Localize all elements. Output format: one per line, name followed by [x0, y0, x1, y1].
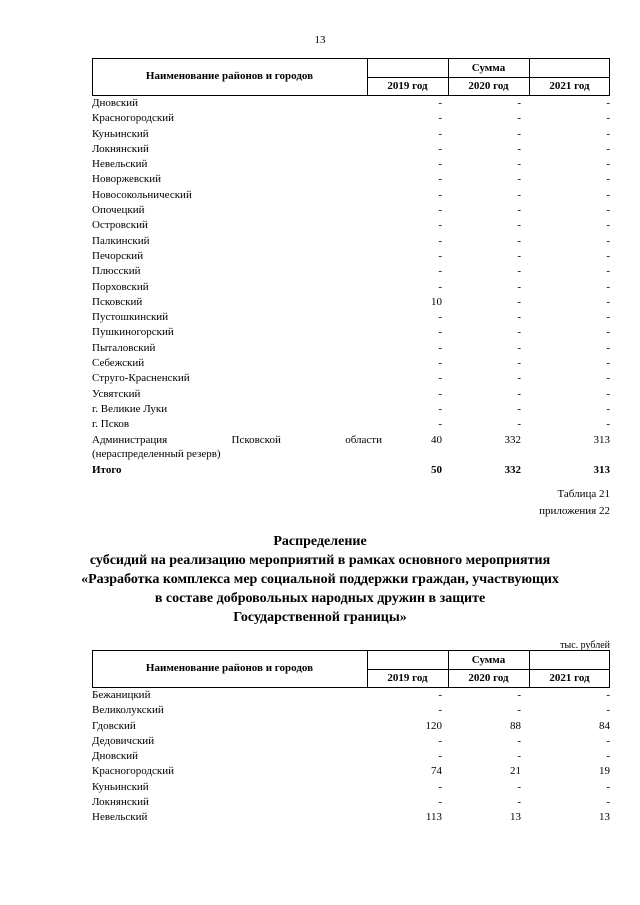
value-2019: -	[438, 112, 442, 125]
table-row	[92, 249, 610, 264]
value-2020: 13	[510, 811, 521, 824]
value-2019: -	[438, 734, 442, 747]
title-line: в составе добровольных народных дружин в защите	[154, 591, 486, 606]
value-2020: -	[517, 372, 521, 385]
value-2019: -	[438, 750, 442, 763]
value-2019: -	[438, 372, 442, 385]
value-2021: -	[606, 234, 610, 247]
row-name: Великолукский	[92, 704, 164, 717]
table-row	[92, 688, 610, 703]
value-2019: -	[438, 219, 442, 232]
value-2020: -	[517, 97, 521, 109]
row-name: Псковский	[92, 295, 143, 308]
value-2021: -	[606, 142, 610, 155]
title-line: «Разработка комплекса мер социальной поддержки граждан, участвующих	[81, 572, 559, 587]
admin-line2: (нераспределенный резерв)	[92, 447, 221, 460]
value-2019: -	[438, 204, 442, 217]
value-2020: -	[517, 387, 521, 400]
table-row-total	[92, 463, 610, 478]
value-2020: -	[517, 112, 521, 125]
row-name: Опочецкий	[92, 204, 145, 217]
value-2019: 74	[431, 765, 442, 778]
header-year-2019: 2019 год	[387, 672, 428, 684]
table-1	[92, 58, 610, 478]
table-row	[92, 703, 610, 718]
table-row	[92, 234, 610, 249]
header-year-2020: 2020 год	[468, 80, 509, 92]
value-2021: -	[606, 127, 610, 140]
value-2021: 84	[599, 719, 610, 732]
table-row	[92, 356, 610, 371]
row-name: Дновский	[92, 750, 139, 763]
value-2021: 313	[593, 463, 610, 476]
table-2	[92, 650, 610, 826]
table-row	[92, 371, 610, 386]
value-2020: -	[517, 704, 521, 717]
row-name: Гдовский	[92, 719, 136, 732]
table-row	[92, 111, 610, 126]
value-2020: 21	[510, 765, 521, 778]
value-2021: -	[606, 173, 610, 186]
section-title	[0, 532, 640, 627]
value-2021: -	[606, 295, 610, 308]
header-sum: Сумма	[471, 654, 506, 666]
value-2019: -	[438, 689, 442, 701]
value-2020: -	[517, 158, 521, 171]
value-2019: -	[438, 265, 442, 278]
value-2021: -	[606, 249, 610, 262]
value-2020: -	[517, 204, 521, 217]
row-name: Себежский	[92, 357, 145, 370]
table-row	[92, 188, 610, 203]
value-2020: -	[517, 173, 521, 186]
title-line: Распределение	[273, 534, 367, 549]
value-2019: -	[438, 249, 442, 262]
table-row	[92, 142, 610, 157]
value-2019: -	[438, 402, 442, 415]
value-2020: -	[517, 734, 521, 747]
row-name: Усвятский	[92, 387, 141, 400]
table-row	[92, 780, 610, 795]
value-2021: -	[606, 402, 610, 415]
value-2020: 88	[510, 719, 521, 732]
value-2020: -	[517, 402, 521, 415]
value-2019: -	[438, 326, 442, 339]
header-year-2019: 2019 год	[387, 80, 428, 92]
table-row	[92, 295, 610, 310]
table-row	[92, 341, 610, 356]
value-2019: 10	[431, 295, 442, 308]
row-name: Пустошкинский	[92, 311, 169, 324]
table-row	[92, 795, 610, 810]
value-2021: -	[606, 188, 610, 201]
table-2-body	[92, 688, 610, 826]
table-1-body	[92, 96, 610, 433]
row-name: Локнянский	[92, 796, 149, 809]
row-name: Красногородский	[92, 112, 175, 125]
value-2021: -	[606, 357, 610, 370]
value-2020: -	[517, 750, 521, 763]
table-row	[92, 96, 610, 111]
value-2020: -	[517, 796, 521, 809]
row-name: Невельский	[92, 158, 148, 171]
row-name: Куньинский	[92, 127, 149, 140]
value-2020: -	[517, 341, 521, 354]
value-2020: -	[517, 142, 521, 155]
value-2019: -	[438, 780, 442, 793]
value-2021: -	[606, 204, 610, 217]
row-name: Новоржевский	[92, 173, 162, 186]
row-name: Струго-Красненский	[92, 372, 190, 385]
table-row	[92, 157, 610, 172]
value-2019: -	[438, 341, 442, 354]
value-2019: -	[438, 704, 442, 717]
caption-line1: Таблица 21	[557, 488, 610, 500]
title-line: субсидий на реализацию мероприятий в рамках основного мероприятия	[89, 553, 551, 568]
value-2019: -	[438, 418, 442, 431]
value-2020: -	[517, 689, 521, 701]
value-2019: 50	[431, 463, 442, 476]
title-line: Государственной границы»	[233, 610, 407, 625]
table-2-header	[92, 650, 610, 688]
row-name: Пушкиногорский	[92, 326, 174, 339]
value-2019: -	[438, 142, 442, 155]
value-2021: -	[606, 387, 610, 400]
header-name-col: Наименование районов и городов	[145, 662, 314, 674]
row-name: Новосокольнический	[92, 188, 192, 201]
value-2020: 332	[504, 463, 521, 476]
row-name: Локнянский	[92, 142, 149, 155]
value-2021: -	[606, 780, 610, 793]
table-row	[92, 417, 610, 432]
row-name: Островский	[92, 219, 148, 232]
table-row	[92, 127, 610, 142]
row-name: Невельский	[92, 811, 148, 824]
table-row	[92, 810, 610, 825]
value-2020: -	[517, 418, 521, 431]
value-2021: -	[606, 158, 610, 171]
row-name: Дновский	[92, 97, 139, 109]
value-2019: -	[438, 280, 442, 293]
table-caption	[539, 486, 610, 520]
table-row	[92, 749, 610, 764]
value-2021: -	[606, 796, 610, 809]
value-2020: -	[517, 234, 521, 247]
value-2019: -	[438, 796, 442, 809]
value-2019: 120	[425, 719, 442, 732]
value-2020: -	[517, 249, 521, 262]
value-2019: -	[438, 97, 442, 109]
row-name: Палкинский	[92, 234, 150, 247]
row-name: Плюсский	[92, 265, 141, 278]
value-2021: 13	[599, 811, 610, 824]
header-year-2021: 2021 год	[549, 672, 590, 684]
value-2019: -	[438, 158, 442, 171]
value-2021: -	[606, 326, 610, 339]
value-2020: 332	[504, 433, 521, 446]
admin-line1: Администрация Псковской области	[92, 433, 382, 446]
value-2020: -	[517, 280, 521, 293]
row-name: Куньинский	[92, 780, 149, 793]
row-name: Порховский	[92, 280, 149, 293]
value-2019: -	[438, 311, 442, 324]
table-row	[92, 203, 610, 218]
table-row	[92, 734, 610, 749]
value-2020: -	[517, 188, 521, 201]
value-2021: -	[606, 372, 610, 385]
table-row	[92, 764, 610, 779]
row-name: Красногородский	[92, 765, 175, 778]
row-name	[92, 433, 382, 461]
table-row-admin	[92, 433, 610, 463]
row-name: г. Псков	[92, 418, 130, 431]
units-label: тыс. рублей	[560, 640, 610, 651]
value-2020: -	[517, 219, 521, 232]
header-name-col: Наименование районов и городов	[145, 70, 314, 82]
value-2020: -	[517, 265, 521, 278]
page-number: 13	[314, 34, 326, 46]
value-2021: -	[606, 418, 610, 431]
value-2020: -	[517, 295, 521, 308]
value-2019: -	[438, 127, 442, 140]
table-1-header	[92, 58, 610, 96]
value-2020: -	[517, 357, 521, 370]
table-row	[92, 402, 610, 417]
value-2021: -	[606, 112, 610, 125]
value-2021: -	[606, 265, 610, 278]
table-row	[92, 218, 610, 233]
value-2019: 113	[425, 811, 442, 824]
value-2021: 19	[599, 765, 610, 778]
value-2021: -	[606, 280, 610, 293]
value-2019: -	[438, 173, 442, 186]
value-2019: -	[438, 188, 442, 201]
value-2021: -	[606, 734, 610, 747]
value-2020: -	[517, 326, 521, 339]
value-2020: -	[517, 127, 521, 140]
caption-line2: приложения 22	[539, 505, 610, 517]
table-row	[92, 325, 610, 340]
table-row	[92, 387, 610, 402]
row-name: г. Великие Луки	[92, 402, 168, 415]
value-2019: -	[438, 234, 442, 247]
row-name: Бежаницкий	[92, 689, 151, 701]
table-row	[92, 172, 610, 187]
table-row	[92, 310, 610, 325]
value-2021: 313	[593, 433, 610, 446]
value-2021: -	[606, 97, 610, 109]
value-2019: 40	[431, 433, 442, 446]
row-name: Итого	[92, 463, 122, 476]
header-year-2021: 2021 год	[549, 80, 590, 92]
value-2021: -	[606, 311, 610, 324]
table-row	[92, 280, 610, 295]
value-2021: -	[606, 341, 610, 354]
table-row	[92, 264, 610, 279]
value-2021: -	[606, 689, 610, 701]
value-2020: -	[517, 311, 521, 324]
value-2021: -	[606, 704, 610, 717]
row-name: Пыталовский	[92, 341, 156, 354]
value-2021: -	[606, 750, 610, 763]
value-2020: -	[517, 780, 521, 793]
row-name: Печорский	[92, 249, 144, 262]
value-2021: -	[606, 219, 610, 232]
header-sum: Сумма	[471, 62, 506, 74]
header-year-2020: 2020 год	[468, 672, 509, 684]
table-row	[92, 719, 610, 734]
value-2019: -	[438, 357, 442, 370]
value-2019: -	[438, 387, 442, 400]
row-name: Дедовичский	[92, 734, 155, 747]
